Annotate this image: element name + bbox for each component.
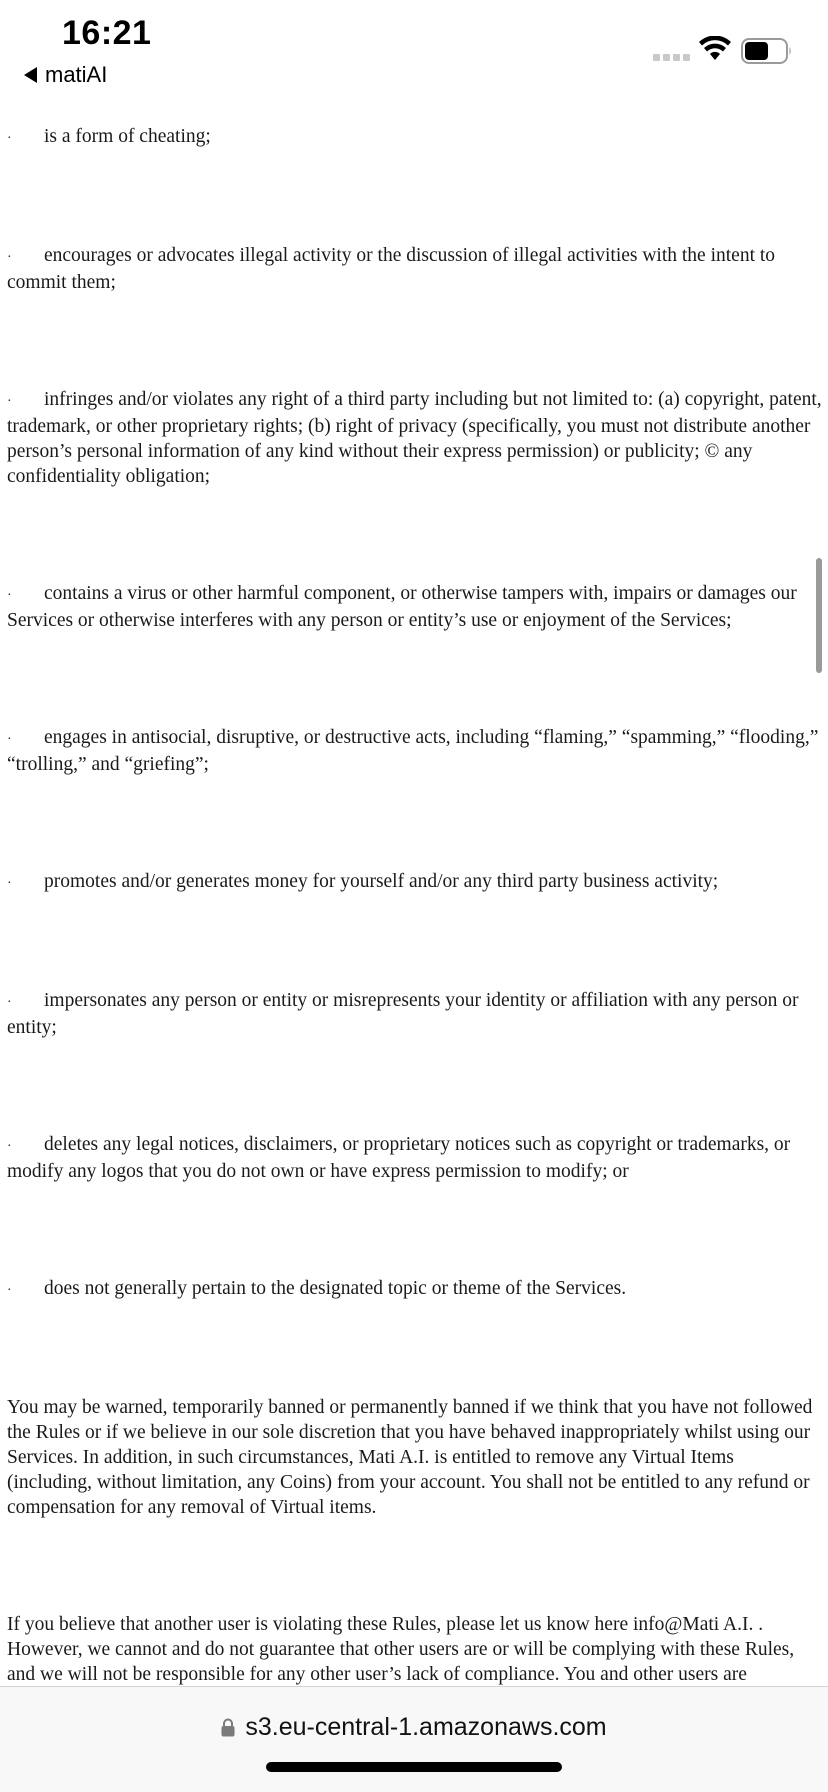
list-item-text: impersonates any person or entity or misrepresents your identity or affiliation with any person or entity; xyxy=(7,990,799,1038)
list-item xyxy=(7,581,822,633)
list-item xyxy=(7,725,822,777)
bullet-mark: · xyxy=(7,876,12,891)
list-item-text: contains a virus or other harmful component, or otherwise tampers with, impairs or damages our Services or otherwise interferes with any person or entity’s use or enjoyment of the Services; xyxy=(7,583,797,631)
list-item-text: deletes any legal notices, disclaimers, or proprietary notices such as copyright or trademarks, or modify any logos that you do not own or have express permission to modify; or xyxy=(7,1134,791,1182)
bullet-mark: · xyxy=(7,995,12,1010)
terms-content xyxy=(7,124,822,1712)
list-item xyxy=(7,1276,822,1303)
bullet-mark: · xyxy=(7,250,12,265)
list-item xyxy=(7,1132,822,1184)
list-item-text: promotes and/or generates money for yourself and/or any third party business activity; xyxy=(44,871,719,892)
list-item xyxy=(7,124,822,151)
wifi-icon xyxy=(698,36,732,62)
bullet-mark: · xyxy=(7,131,12,146)
back-to-app-link[interactable] xyxy=(24,62,107,88)
warning-paragraph: You may be warned, temporarily banned or permanently banned if we think that you have not followed the Rules or if we believe in our sole discretion that you have behaved inappropriately whilst using our Services. In addition, in such circumstances, Mati A.I. is entitled to remove any Virtual Items (including, without limitation, any Coins) from your account. You shall not be entitled to any refund or compensation for any removal of Virtual items. xyxy=(7,1397,813,1518)
url-display[interactable] xyxy=(0,1713,828,1742)
list-item xyxy=(7,243,822,295)
lock-icon xyxy=(221,1718,235,1737)
list-item xyxy=(7,869,822,896)
status-bar xyxy=(0,0,828,120)
bullet-mark: · xyxy=(7,394,12,409)
list-item-text: does not generally pertain to the designated topic or theme of the Services. xyxy=(44,1278,627,1299)
list-item-text: engages in antisocial, disruptive, or destructive acts, including “flaming,” “spamming,” “flooding,” “trolling,” and “griefing”; xyxy=(7,727,819,775)
home-indicator[interactable] xyxy=(266,1762,562,1772)
scroll-indicator[interactable] xyxy=(816,558,822,673)
list-item-text: is a form of cheating; xyxy=(44,126,211,147)
bullet-mark: · xyxy=(7,588,12,603)
status-time: 16:21 xyxy=(62,14,152,52)
url-text: s3.eu-central-1.amazonaws.com xyxy=(245,1713,607,1741)
bullet-mark: · xyxy=(7,1283,12,1298)
back-app-label: matiAI xyxy=(45,62,108,87)
list-item xyxy=(7,988,822,1040)
report-paragraph: If you believe that another user is violating these Rules, please let us know here info@Mati A.I. . However, we cannot and do not guarantee that other users are or will be complying with these Rules, and we will not be responsible for any other user’s lack of compliance. You and other users are xyxy=(7,1614,795,1685)
battery-icon xyxy=(741,38,793,64)
list-item-text: infringes and/or violates any right of a third party including but not limited to: (a) copyright, patent, trademark, or other proprietary rights; (b) right of privacy (specifically, you must not distribute another person’s personal information of any kind without their express permission) or publicity; © any confidentiality obligation; xyxy=(7,389,822,487)
cellular-signal-icon xyxy=(653,54,690,61)
bullet-mark: · xyxy=(7,732,12,747)
browser-url-bar[interactable] xyxy=(0,1686,828,1792)
list-item-text: encourages or advocates illegal activity or the discussion of illegal activities with the intent to commit them; xyxy=(7,245,776,293)
back-arrow-icon xyxy=(24,67,37,83)
list-item xyxy=(7,387,822,489)
bullet-mark: · xyxy=(7,1139,12,1154)
